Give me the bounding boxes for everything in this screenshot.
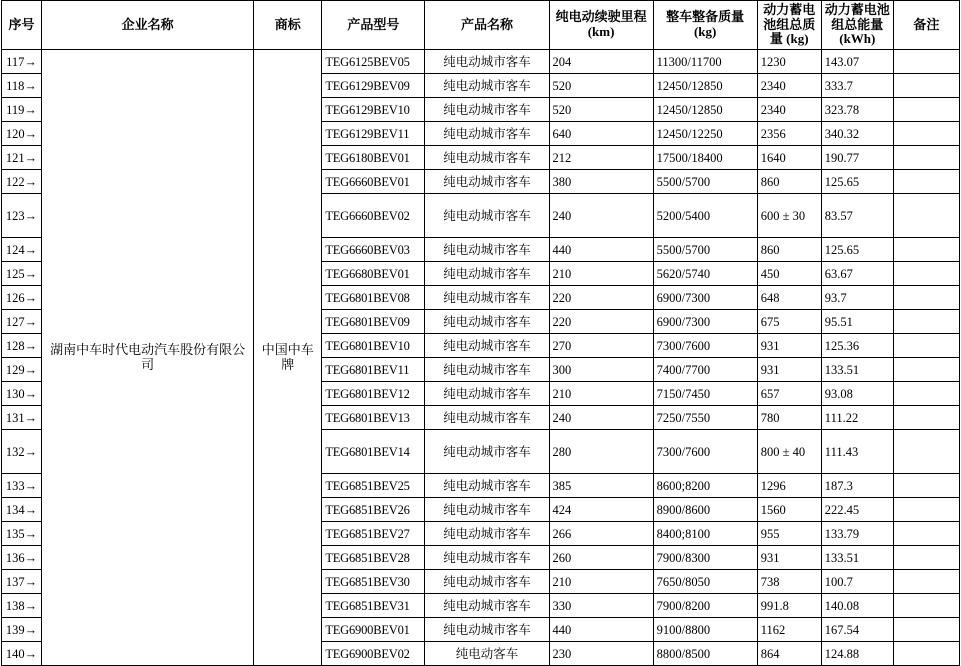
cell-range: 230: [549, 642, 653, 666]
cell-note: [893, 310, 959, 334]
cell-range: 380: [549, 170, 653, 194]
cell-model: TEG6125BEV05: [322, 50, 425, 74]
cell-product-name: 纯电动客车: [425, 642, 549, 666]
column-header-product-name: [425, 1, 549, 50]
cell-range: 330: [549, 594, 653, 618]
cell-product-name: 纯电动城市客车: [425, 358, 549, 382]
cell-range: 440: [549, 238, 653, 262]
cell-product-name: 纯电动城市客车: [425, 146, 549, 170]
cell-battery-energy: 93.7: [821, 286, 893, 310]
cell-battery-mass: 600 ± 30: [757, 194, 821, 238]
cell-product-name: 纯电动城市客车: [425, 498, 549, 522]
cell-curb-mass: 9100/8800: [653, 618, 757, 642]
cell-product-name: 纯电动城市客车: [425, 430, 549, 474]
cell-range: 270: [549, 334, 653, 358]
cell-index: 134→: [2, 498, 42, 522]
cell-note: [893, 194, 959, 238]
cell-battery-energy: 187.3: [821, 474, 893, 498]
column-header-product-name-line1: 产品名称: [460, 16, 513, 32]
cell-product-name: 纯电动城市客车: [425, 594, 549, 618]
cell-battery-mass: 860: [757, 238, 821, 262]
cell-battery-energy: 133.51: [821, 358, 893, 382]
column-header-model: [322, 1, 425, 50]
cell-battery-energy: 125.36: [821, 334, 893, 358]
cell-curb-mass: 5200/5400: [653, 194, 757, 238]
cell-model: TEG6680BEV01: [322, 262, 425, 286]
column-header-brand: [254, 1, 322, 50]
cell-battery-energy: 111.22: [821, 406, 893, 430]
table-body: [2, 50, 960, 666]
cell-curb-mass: 8900/8600: [653, 498, 757, 522]
cell-battery-mass: 955: [757, 522, 821, 546]
cell-model: TEG6900BEV01: [322, 618, 425, 642]
cell-curb-mass: 7150/7450: [653, 382, 757, 406]
cell-curb-mass: 6900/7300: [653, 286, 757, 310]
cell-battery-energy: 167.54: [821, 618, 893, 642]
cell-range: 520: [549, 98, 653, 122]
cell-product-name: 纯电动城市客车: [425, 522, 549, 546]
cell-note: [893, 74, 959, 98]
cell-note: [893, 382, 959, 406]
cell-battery-mass: 1230: [757, 50, 821, 74]
column-header-enterprise: [42, 1, 254, 50]
cell-curb-mass: 8800/8500: [653, 642, 757, 666]
cell-product-name: 纯电动城市客车: [425, 238, 549, 262]
cell-note: [893, 286, 959, 310]
cell-index: 136→: [2, 546, 42, 570]
cell-curb-mass: 7300/7600: [653, 430, 757, 474]
cell-product-name: 纯电动城市客车: [425, 286, 549, 310]
cell-model: TEG6129BEV09: [322, 74, 425, 98]
cell-model: TEG6801BEV08: [322, 286, 425, 310]
cell-battery-mass: 657: [757, 382, 821, 406]
cell-battery-energy: 95.51: [821, 310, 893, 334]
cell-index: 140→: [2, 642, 42, 666]
column-header-model-line1: 产品型号: [347, 16, 400, 32]
table-header: [2, 1, 960, 50]
cell-note: [893, 430, 959, 474]
column-header-curb-mass-line1: 整车整备质量: [666, 9, 745, 25]
cell-model: TEG6660BEV02: [322, 194, 425, 238]
cell-note: [893, 570, 959, 594]
cell-note: [893, 146, 959, 170]
cell-battery-energy: 93.08: [821, 382, 893, 406]
cell-model: TEG6129BEV11: [322, 122, 425, 146]
cell-range: 240: [549, 406, 653, 430]
column-header-index-line1: 序号: [8, 16, 35, 32]
cell-model: TEG6801BEV12: [322, 382, 425, 406]
cell-battery-mass: 780: [757, 406, 821, 430]
cell-index: 125→: [2, 262, 42, 286]
cell-index: 131→: [2, 406, 42, 430]
cell-model: TEG6851BEV27: [322, 522, 425, 546]
cell-battery-energy: 63.67: [821, 262, 893, 286]
column-header-range-line2: (km): [587, 24, 615, 39]
column-header-enterprise-line1: 企业名称: [121, 16, 174, 32]
column-header-curb-mass: [653, 1, 757, 50]
cell-battery-mass: 931: [757, 334, 821, 358]
cell-model: TEG6180BEV01: [322, 146, 425, 170]
cell-index: 129→: [2, 358, 42, 382]
cell-enterprise: 湖南中车时代电动汽车股份有限公司: [42, 50, 254, 666]
cell-range: 640: [549, 122, 653, 146]
cell-curb-mass: 7900/8200: [653, 594, 757, 618]
cell-battery-energy: 333.7: [821, 74, 893, 98]
cell-battery-energy: 124.88: [821, 642, 893, 666]
cell-battery-mass: 1162: [757, 618, 821, 642]
cell-battery-mass: 931: [757, 546, 821, 570]
cell-index: 133→: [2, 474, 42, 498]
cell-battery-mass: 648: [757, 286, 821, 310]
column-header-note: [893, 1, 959, 50]
cell-model: TEG6801BEV13: [322, 406, 425, 430]
cell-note: [893, 358, 959, 382]
cell-product-name: 纯电动城市客车: [425, 474, 549, 498]
column-header-curb-mass-line2: (kg): [693, 24, 717, 39]
cell-note: [893, 406, 959, 430]
cell-note: [893, 98, 959, 122]
cell-product-name: 纯电动城市客车: [425, 74, 549, 98]
cell-curb-mass: 12450/12850: [653, 98, 757, 122]
cell-model: TEG6801BEV14: [322, 430, 425, 474]
column-header-range: [549, 1, 653, 50]
cell-product-name: 纯电动城市客车: [425, 262, 549, 286]
cell-product-name: 纯电动城市客车: [425, 170, 549, 194]
cell-model: TEG6851BEV30: [322, 570, 425, 594]
cell-battery-mass: 675: [757, 310, 821, 334]
cell-model: TEG6801BEV09: [322, 310, 425, 334]
cell-curb-mass: 12450/12850: [653, 74, 757, 98]
cell-model: TEG6900BEV02: [322, 642, 425, 666]
cell-range: 220: [549, 310, 653, 334]
cell-product-name: 纯电动城市客车: [425, 382, 549, 406]
cell-model: TEG6129BEV10: [322, 98, 425, 122]
cell-battery-mass: 2356: [757, 122, 821, 146]
column-header-battery-energy: [821, 1, 893, 50]
cell-model: TEG6851BEV31: [322, 594, 425, 618]
cell-note: [893, 170, 959, 194]
cell-battery-energy: 125.65: [821, 238, 893, 262]
cell-range: 280: [549, 430, 653, 474]
cell-product-name: 纯电动城市客车: [425, 194, 549, 238]
cell-product-name: 纯电动城市客车: [425, 122, 549, 146]
cell-index: 135→: [2, 522, 42, 546]
cell-note: [893, 474, 959, 498]
cell-curb-mass: 7900/8300: [653, 546, 757, 570]
cell-battery-energy: 140.08: [821, 594, 893, 618]
cell-range: 220: [549, 286, 653, 310]
cell-battery-energy: 190.77: [821, 146, 893, 170]
cell-index: 124→: [2, 238, 42, 262]
vehicle-catalog-table: [1, 0, 960, 666]
cell-brand: 中国中车牌: [254, 50, 322, 666]
cell-curb-mass: 7400/7700: [653, 358, 757, 382]
cell-model: TEG6851BEV25: [322, 474, 425, 498]
cell-battery-mass: 864: [757, 642, 821, 666]
column-header-note-line1: 备注: [913, 16, 940, 32]
cell-index: 117→: [2, 50, 42, 74]
cell-battery-mass: 931: [757, 358, 821, 382]
cell-curb-mass: 5500/5700: [653, 170, 757, 194]
cell-curb-mass: 7300/7600: [653, 334, 757, 358]
cell-index: 123→: [2, 194, 42, 238]
cell-product-name: 纯电动城市客车: [425, 98, 549, 122]
cell-product-name: 纯电动城市客车: [425, 618, 549, 642]
cell-battery-energy: 125.65: [821, 170, 893, 194]
column-header-battery-mass: [757, 1, 821, 50]
cell-range: 210: [549, 382, 653, 406]
cell-index: 118→: [2, 74, 42, 98]
cell-curb-mass: 8400;8100: [653, 522, 757, 546]
cell-battery-mass: 1296: [757, 474, 821, 498]
cell-model: TEG6851BEV28: [322, 546, 425, 570]
column-header-battery-mass-line1: 动力蓄电池组总质量 (kg): [763, 2, 816, 47]
cell-battery-mass: 2340: [757, 98, 821, 122]
cell-index: 122→: [2, 170, 42, 194]
cell-battery-mass: 860: [757, 170, 821, 194]
cell-range: 260: [549, 546, 653, 570]
cell-battery-energy: 133.79: [821, 522, 893, 546]
column-header-brand-line1: 商标: [274, 16, 301, 32]
cell-range: 440: [549, 618, 653, 642]
cell-range: 520: [549, 74, 653, 98]
cell-product-name: 纯电动城市客车: [425, 310, 549, 334]
cell-range: 212: [549, 146, 653, 170]
cell-note: [893, 238, 959, 262]
cell-model: TEG6660BEV01: [322, 170, 425, 194]
cell-product-name: 纯电动城市客车: [425, 50, 549, 74]
cell-model: TEG6801BEV11: [322, 358, 425, 382]
table-row: [2, 50, 960, 74]
cell-curb-mass: 7650/8050: [653, 570, 757, 594]
cell-battery-mass: 991.8: [757, 594, 821, 618]
cell-index: 128→: [2, 334, 42, 358]
cell-battery-mass: 1640: [757, 146, 821, 170]
cell-battery-energy: 133.51: [821, 546, 893, 570]
cell-note: [893, 522, 959, 546]
column-header-range-line1: 纯电动续驶里程: [555, 9, 647, 25]
cell-note: [893, 642, 959, 666]
cell-product-name: 纯电动城市客车: [425, 570, 549, 594]
cell-battery-energy: 83.57: [821, 194, 893, 238]
cell-curb-mass: 5500/5700: [653, 238, 757, 262]
table-header-row: [2, 1, 960, 50]
cell-curb-mass: 12450/12250: [653, 122, 757, 146]
cell-index: 138→: [2, 594, 42, 618]
cell-battery-mass: 738: [757, 570, 821, 594]
cell-range: 204: [549, 50, 653, 74]
cell-model: TEG6660BEV03: [322, 238, 425, 262]
cell-curb-mass: 11300/11700: [653, 50, 757, 74]
cell-curb-mass: 5620/5740: [653, 262, 757, 286]
cell-model: TEG6801BEV10: [322, 334, 425, 358]
cell-note: [893, 122, 959, 146]
cell-curb-mass: 8600;8200: [653, 474, 757, 498]
cell-model: TEG6851BEV26: [322, 498, 425, 522]
cell-range: 210: [549, 570, 653, 594]
cell-product-name: 纯电动城市客车: [425, 406, 549, 430]
cell-index: 130→: [2, 382, 42, 406]
cell-note: [893, 262, 959, 286]
cell-range: 300: [549, 358, 653, 382]
cell-battery-energy: 222.45: [821, 498, 893, 522]
cell-index: 139→: [2, 618, 42, 642]
cell-battery-energy: 340.32: [821, 122, 893, 146]
cell-battery-mass: 800 ± 40: [757, 430, 821, 474]
cell-index: 132→: [2, 430, 42, 474]
cell-range: 385: [549, 474, 653, 498]
cell-index: 121→: [2, 146, 42, 170]
cell-product-name: 纯电动城市客车: [425, 546, 549, 570]
cell-index: 127→: [2, 310, 42, 334]
cell-note: [893, 334, 959, 358]
cell-range: 266: [549, 522, 653, 546]
cell-battery-energy: 143.07: [821, 50, 893, 74]
cell-index: 120→: [2, 122, 42, 146]
cell-curb-mass: 6900/7300: [653, 310, 757, 334]
cell-curb-mass: 17500/18400: [653, 146, 757, 170]
cell-index: 137→: [2, 570, 42, 594]
cell-range: 424: [549, 498, 653, 522]
cell-range: 240: [549, 194, 653, 238]
cell-note: [893, 50, 959, 74]
cell-battery-mass: 450: [757, 262, 821, 286]
cell-note: [893, 498, 959, 522]
cell-range: 210: [549, 262, 653, 286]
cell-note: [893, 546, 959, 570]
cell-battery-energy: 323.78: [821, 98, 893, 122]
cell-battery-energy: 111.43: [821, 430, 893, 474]
column-header-battery-energy-line1: 动力蓄电池组总能量 (kWh): [824, 2, 890, 47]
cell-product-name: 纯电动城市客车: [425, 334, 549, 358]
cell-battery-mass: 1560: [757, 498, 821, 522]
cell-battery-energy: 100.7: [821, 570, 893, 594]
cell-note: [893, 618, 959, 642]
cell-curb-mass: 7250/7550: [653, 406, 757, 430]
cell-battery-mass: 2340: [757, 74, 821, 98]
cell-index: 119→: [2, 98, 42, 122]
cell-index: 126→: [2, 286, 42, 310]
column-header-index: [2, 1, 42, 50]
